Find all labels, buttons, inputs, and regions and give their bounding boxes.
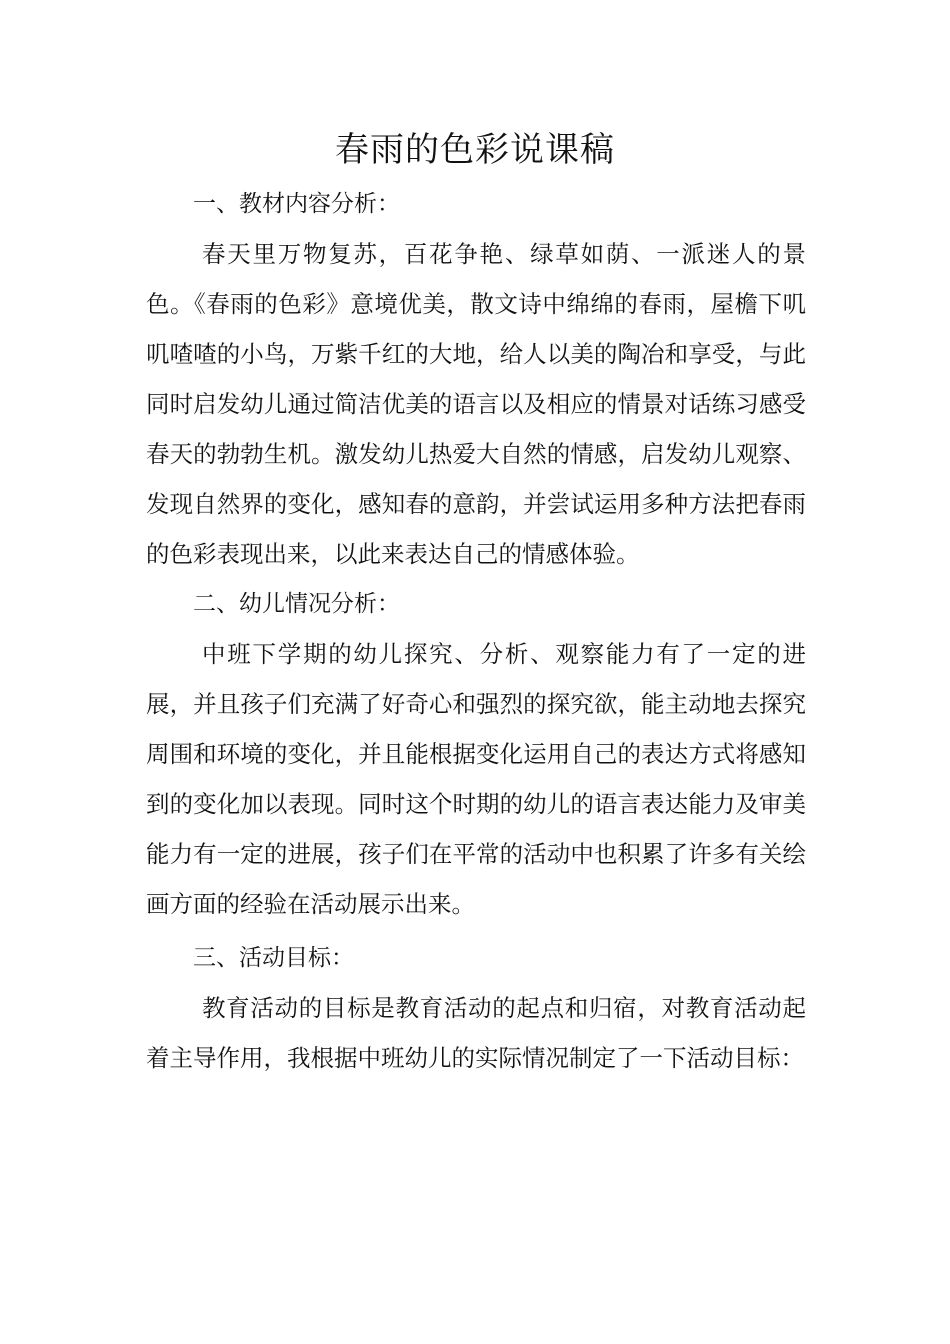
section-paragraph-1: 春天里万物复苏，百花争艳、绿草如荫、一派迷人的景色。《春雨的色彩》意境优美，散文诗中绵绵的春雨，屋檐下叽叽喳喳的小鸟，万紫千红的大地，给人以美的陶冶和享受，与此同时启发幼儿通过简洁优美的语言以及相应的情景对话练习感受春天的勃勃生机。激发幼儿热爱大自然的情感，启发幼儿观察、发现自然界的变化，感知春的意韵，并尝试运用多种方法把春雨的色彩表现出来，以此来表达自己的情感体验。 — [146, 240, 806, 568]
document-body — [146, 179, 806, 1083]
section-heading-3: 三、活动目标： — [193, 945, 354, 971]
section-heading-1: 一、教材内容分析： — [193, 191, 400, 217]
document-title: 春雨的色彩说课稿 — [335, 130, 615, 170]
section-paragraph-2: 中班下学期的幼儿探究、分析、观察能力有了一定的进展，并且孩子们充满了好奇心和强烈的探究欲，能主动地去探究周围和环境的变化，并且能根据变化运用自己的表达方式将感知到的变化加以表现。同时这个时期的幼儿的语言表达能力及审美能力有一定的进展，孩子们在平常的活动中也积累了许多有关绘画方面的经验在活动展示出来。 — [146, 640, 806, 918]
section-heading-2: 二、幼儿情况分析： — [193, 591, 400, 617]
section-paragraph-3: 教育活动的目标是教育活动的起点和归宿，对教育活动起着主导作用，我根据中班幼儿的实际情况制定了一下活动目标： — [146, 994, 806, 1072]
